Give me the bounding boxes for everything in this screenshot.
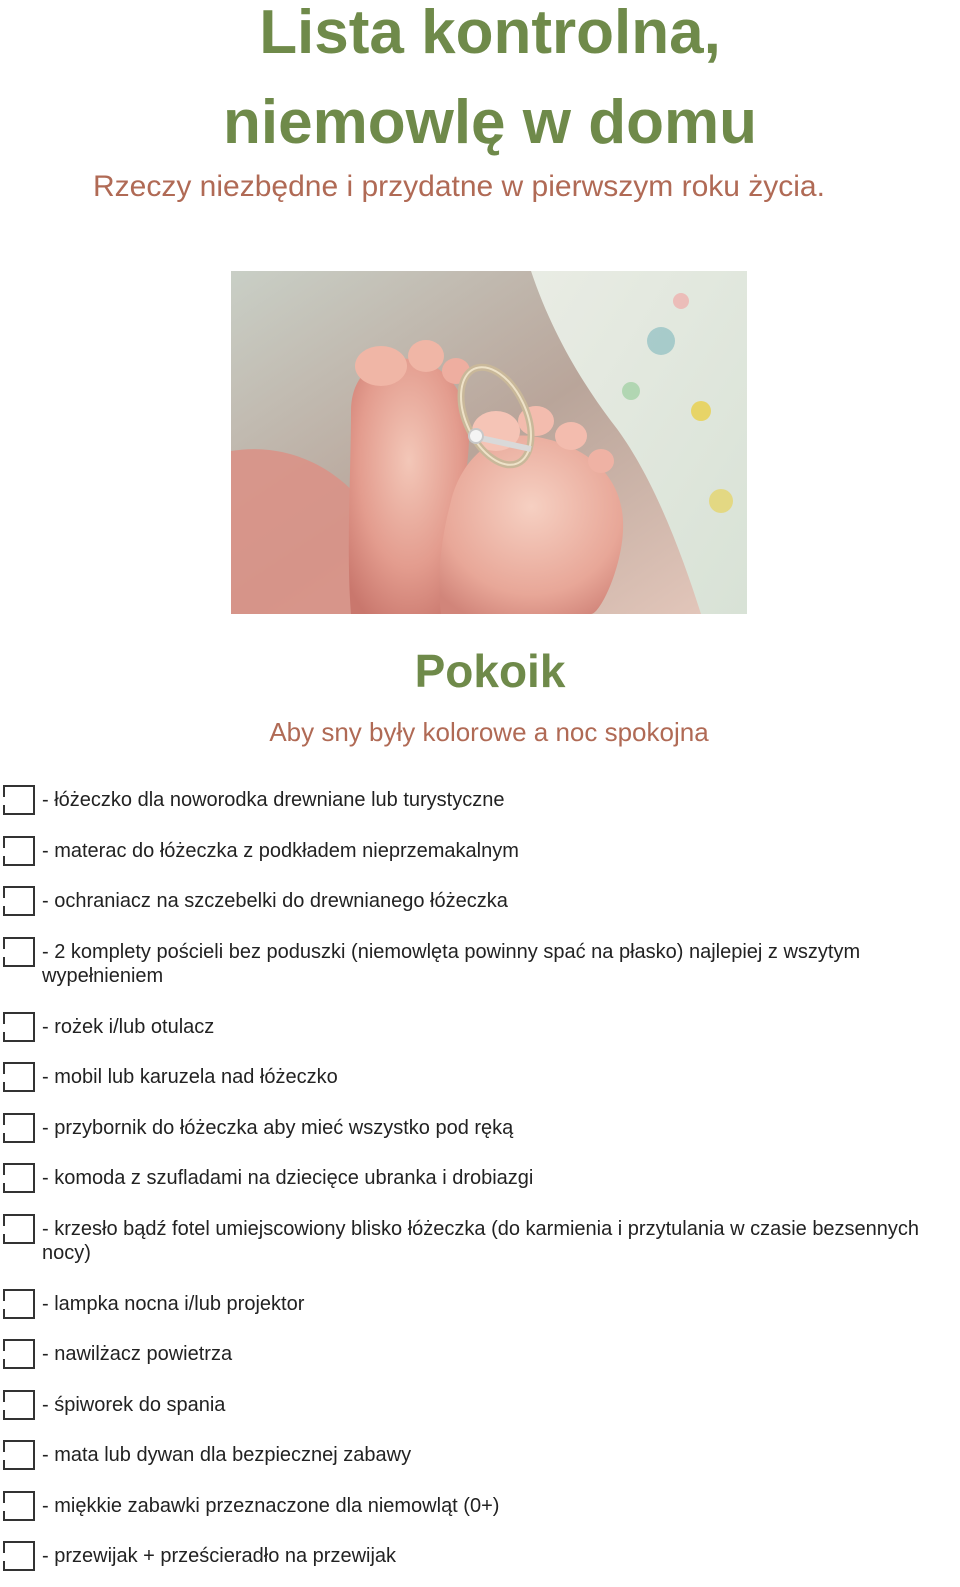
checkbox[interactable] xyxy=(3,1390,35,1420)
page-title-line-1: Lista kontrolna, xyxy=(259,0,721,67)
checkbox[interactable] xyxy=(3,937,35,967)
checkbox[interactable] xyxy=(3,1113,35,1143)
checklist-item xyxy=(0,780,960,812)
checklist-item-label: - miękkie zabawki przeznaczone dla niemowląt (0+) xyxy=(42,1494,500,1517)
checkbox[interactable] xyxy=(3,1163,35,1193)
checklist-item xyxy=(0,1334,960,1366)
checklist-item-label: - 2 komplety pościeli bez poduszki (niemowlęta powinny spać na płasko) najlepiej z wszytym wypełnieniem xyxy=(42,940,861,987)
checklist-item-label: - przybornik do łóżeczka aby mieć wszystko pod ręką xyxy=(42,1116,514,1139)
checklist-item xyxy=(0,1435,960,1467)
checklist-item xyxy=(0,1385,960,1417)
checklist-item-label: - lampka nocna i/lub projektor xyxy=(42,1292,305,1315)
checkbox[interactable] xyxy=(3,1440,35,1470)
checklist-item-label: - mobil lub karuzela nad łóżeczko xyxy=(42,1066,338,1088)
checklist-item xyxy=(0,1057,960,1089)
checklist-item xyxy=(0,1007,960,1039)
page-title-line-2: niemowlę w domu xyxy=(223,88,757,157)
checklist-item xyxy=(0,1158,960,1190)
checkbox[interactable] xyxy=(3,886,35,916)
checklist-item xyxy=(0,1536,960,1568)
checklist-item xyxy=(0,1486,960,1518)
page-subtitle: Rzeczy niezbędne i przydatne w pierwszym roku życia. xyxy=(93,170,825,203)
checklist-item xyxy=(0,831,960,863)
checklist-item xyxy=(0,1108,960,1140)
checklist-item xyxy=(0,1284,960,1316)
baby-feet-photo xyxy=(231,271,747,614)
checkbox[interactable] xyxy=(3,1012,35,1042)
checklist-item xyxy=(0,881,960,913)
checkbox[interactable] xyxy=(3,1062,35,1092)
checklist-item-label: - łóżeczko dla noworodka drewniane lub turystyczne xyxy=(42,789,505,811)
checklist-item-label: - rożek i/lub otulacz xyxy=(42,1015,215,1038)
checkbox[interactable] xyxy=(3,1214,35,1244)
checkbox[interactable] xyxy=(3,1491,35,1521)
checklist-item xyxy=(0,1209,960,1265)
checklist-item-label: - przewijak + prześcieradło na przewijak xyxy=(42,1545,397,1567)
checklist-item-label: - komoda z szufladami na dziecięce ubranka i drobiazgi xyxy=(42,1167,534,1189)
section-subtitle: Aby sny były kolorowe a noc spokojna xyxy=(269,717,709,747)
checklist-item-label: - krzesło bądź fotel umiejscowiony blisko łóżeczka (do karmienia i przytulania w czasie bezsennych nocy) xyxy=(42,1217,920,1264)
checkbox[interactable] xyxy=(3,1339,35,1369)
checklist-item-label: - materac do łóżeczka z podkładem nieprzemakalnym xyxy=(42,839,519,862)
checkbox[interactable] xyxy=(3,836,35,866)
checklist-item-label: - mata lub dywan dla bezpiecznej zabawy xyxy=(42,1444,412,1466)
section-title: Pokoik xyxy=(414,645,566,697)
checklist-item-label: - śpiworek do spania xyxy=(42,1393,226,1416)
checklist-item-label: - ochraniacz na szczebelki do drewnianego łóżeczka xyxy=(42,890,508,912)
checkbox[interactable] xyxy=(3,1541,35,1571)
checklist xyxy=(0,780,960,1587)
checkbox[interactable] xyxy=(3,785,35,815)
checklist-item-label: - nawilżacz powietrza xyxy=(42,1343,233,1365)
checkbox[interactable] xyxy=(3,1289,35,1319)
checklist-item xyxy=(0,932,960,988)
